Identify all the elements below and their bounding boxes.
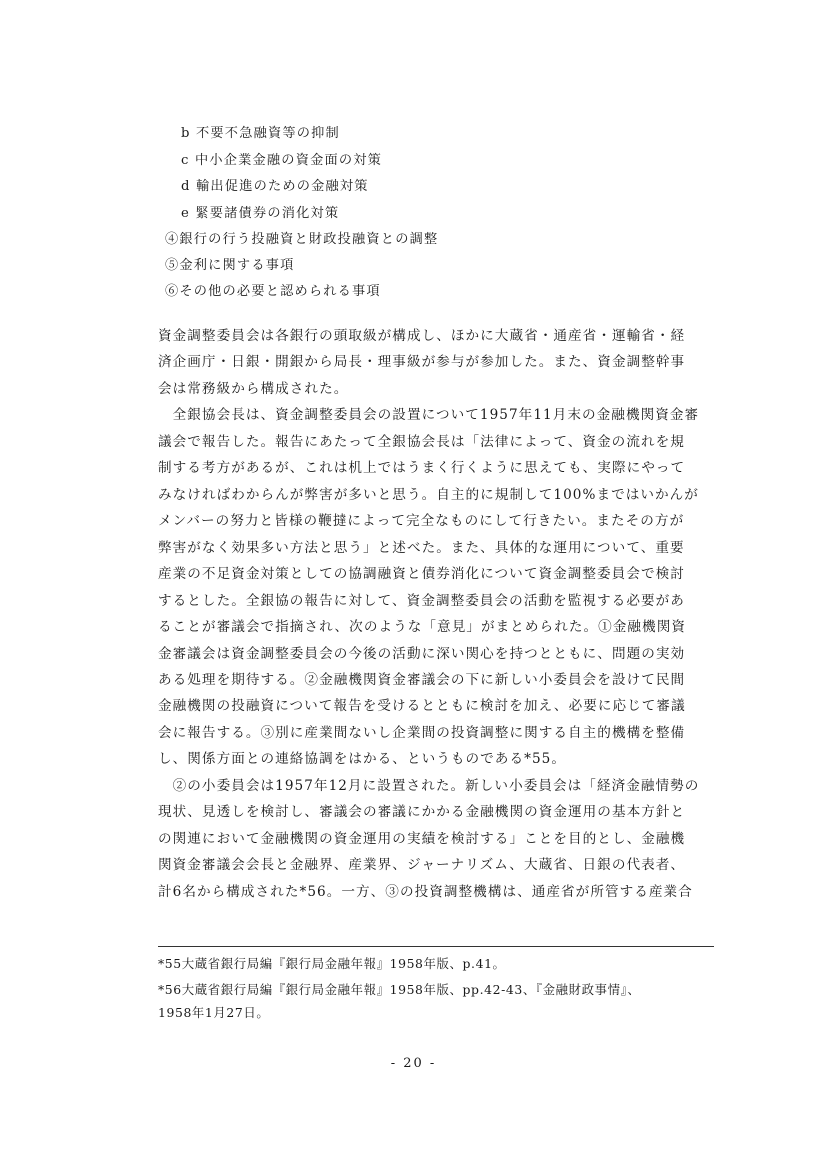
body-text-line: 済企画庁・日銀・開銀から局長・理事級が参与が参加した。また、資金調整幹事 [158,354,686,370]
body-text-line: メンバーの努力と皆様の鞭撻によって完全なものにして行きたい。またその方が [158,513,685,529]
footnote-divider [158,946,714,947]
body-text-line: 関資金審議会会長と金融界、産業界、ジャーナリズム、大蔵省、日銀の代表者、 [158,857,686,873]
footnote: *56大蔵省銀行局編『銀行局金融年報』1958年版、pp.42-43、『金融財政事情』、 [158,982,641,997]
body-text-line: 弊害がなく効果多い方法と思う」と述べた。また、具体的な運用について、重要 [158,540,685,556]
body-text-line: 計6名から構成された*56。一方、③の投資調整機構は、通産省が所管する産業合 [158,884,693,900]
body-text-line: 産業の不足資金対策としての協調融資と債券消化について資金調整委員会で検討 [158,566,685,582]
body-text-line: 現状、見透しを検討し、審議会の審議にかかる金融機関の資金運用の基本方針と [158,804,686,820]
list-item: ④銀行の行う投融資と財政投融資との調整 [165,232,439,247]
body-text-line: し、関係方面との連絡協調をはかる、というものである*55。 [158,751,566,767]
body-text-line: するとした。全銀協の報告に対して、資金調整委員会の活動を監視する必要があ [158,593,685,609]
body-text-line: ②の小委員会は1957年12月に設置された。新しい小委員会は「経済金融情勢の [158,778,700,794]
footnote: *55大蔵省銀行局編『銀行局金融年報』1958年版、p.41。 [158,956,506,971]
body-text-line: 金審議会は資金調整委員会の今後の活動に深い関心を持つとともに、問題の実効 [158,646,686,662]
list-item: b 不要不急融資等の抑制 [181,126,340,141]
list-item: ⑥その他の必要と認められる事項 [165,284,381,299]
body-text-line: 金融機関の投融資について報告を受けるとともに検討を加え、必要に応じて審議 [158,698,686,714]
page-number: - 20 - [390,1056,437,1071]
body-text-line: 議会で報告した。報告にあたって全銀協会長は「法律によって、資金の流れを規 [158,434,685,450]
list-item: c 中小企業金融の資金面の対策 [181,153,383,168]
body-text-line: 制する考方があるが、これは机上ではうまく行くように思えても、実際にやって [158,460,686,476]
list-item: d 輸出促進のための金融対策 [181,179,369,194]
body-text-line: 資金調整委員会は各銀行の頭取級が構成し、ほかに大蔵省・通産省・運輸省・経 [158,328,686,344]
body-text-line: 会に報告する。③別に産業間ないし企業間の投資調整に関する自主的機構を整備 [158,725,686,741]
list-item: e 緊要諸債券の消化対策 [181,206,340,221]
body-text-line: ることが審議会で指摘され、次のような「意見」がまとめられた。①金融機関資 [158,619,686,635]
body-text-line: みなければわからんが弊害が多いと思う。自主的に規制して100%まではいかんが [158,487,699,503]
body-text-line: ある処理を期待する。②金融機関資金審議会の下に新しい小委員会を設けて民間 [158,672,686,688]
list-item: ⑤金利に関する事項 [165,258,295,273]
body-text-line: 全銀協会長は、資金調整委員会の設置について1957年11月末の金融機関資金審 [158,407,700,423]
body-text-line: 会は常務級から構成された。 [158,381,349,397]
footnote: 1958年1月27日。 [158,1005,270,1020]
body-text-line: の関連において金融機関の資金運用の実績を検討する」ことを目的とし、金融機 [158,831,686,847]
